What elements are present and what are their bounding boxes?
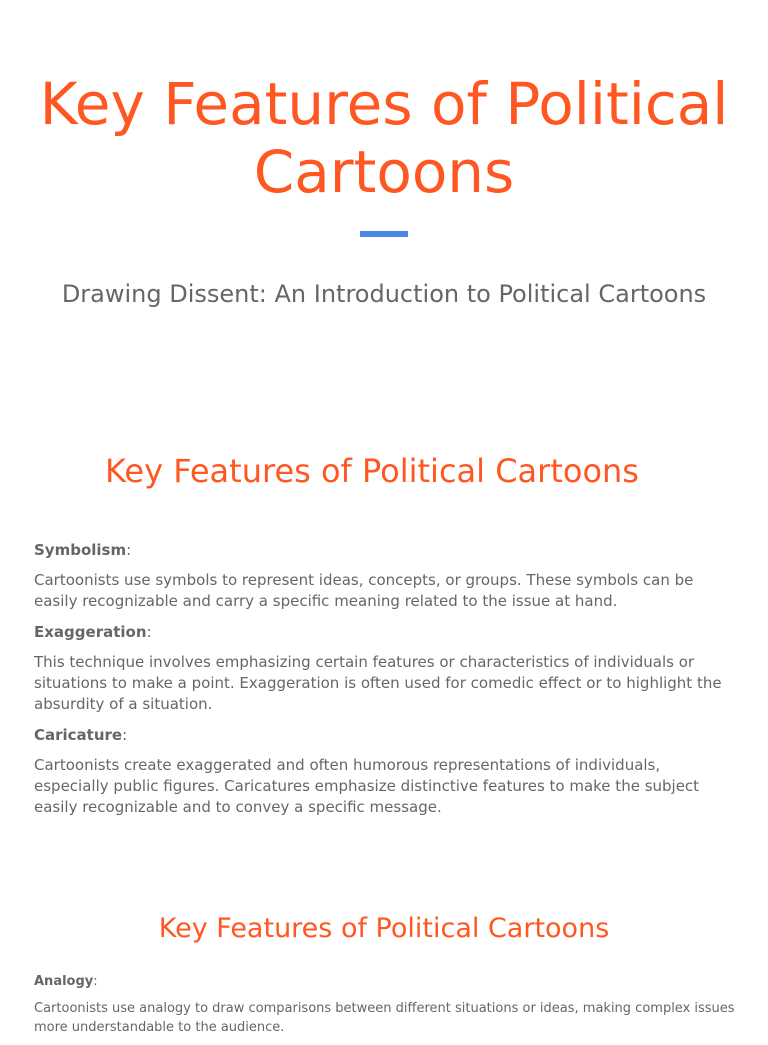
feature-term: Analogy:: [34, 974, 98, 989]
feature-list: [34, 540, 738, 828]
feature-description: Cartoonists use symbols to represent ideas, concepts, or groups. These symbols can be easily recognizable and carry a specific meaning related to the issue at hand.: [34, 571, 694, 610]
feature-term-label: Exaggeration: [34, 623, 147, 641]
section-heading: Key Features of Political Cartoons: [105, 452, 639, 490]
section-heading: Key Features of Political Cartoons: [158, 913, 610, 944]
feature-term: Exaggeration:: [34, 623, 152, 641]
feature-description: Cartoonists use analogy to draw comparisons between different situations or ideas, making complex issues more understandable to the audience.: [34, 1001, 735, 1035]
feature-description: Cartoonists create exaggerated and often humorous representations of individuals, especially public figures. Caricatures emphasize distinctive features to make the subject easily recognizable and to convey a specific message.: [34, 756, 700, 816]
feature-term-label: Caricature: [34, 726, 123, 744]
feature-term-label: Analogy: [34, 974, 94, 989]
feature-term-label: Symbolism: [34, 541, 127, 559]
feature-term: Symbolism:: [34, 541, 132, 559]
page-subtitle: Drawing Dissent: An Introduction to Political Cartoons: [61, 280, 707, 308]
title-divider: [360, 231, 408, 237]
feature-description: This technique involves emphasizing certain features or characteristics of individuals or situations to make a point. Exaggeration is often used for comedic effect or to highlight the absurdity of a situation.: [34, 653, 722, 713]
feature-list: [34, 972, 738, 1045]
title-block: [0, 70, 768, 311]
page-title: Key Features of Political Cartoons: [39, 70, 729, 206]
feature-term: Caricature:: [34, 726, 128, 744]
